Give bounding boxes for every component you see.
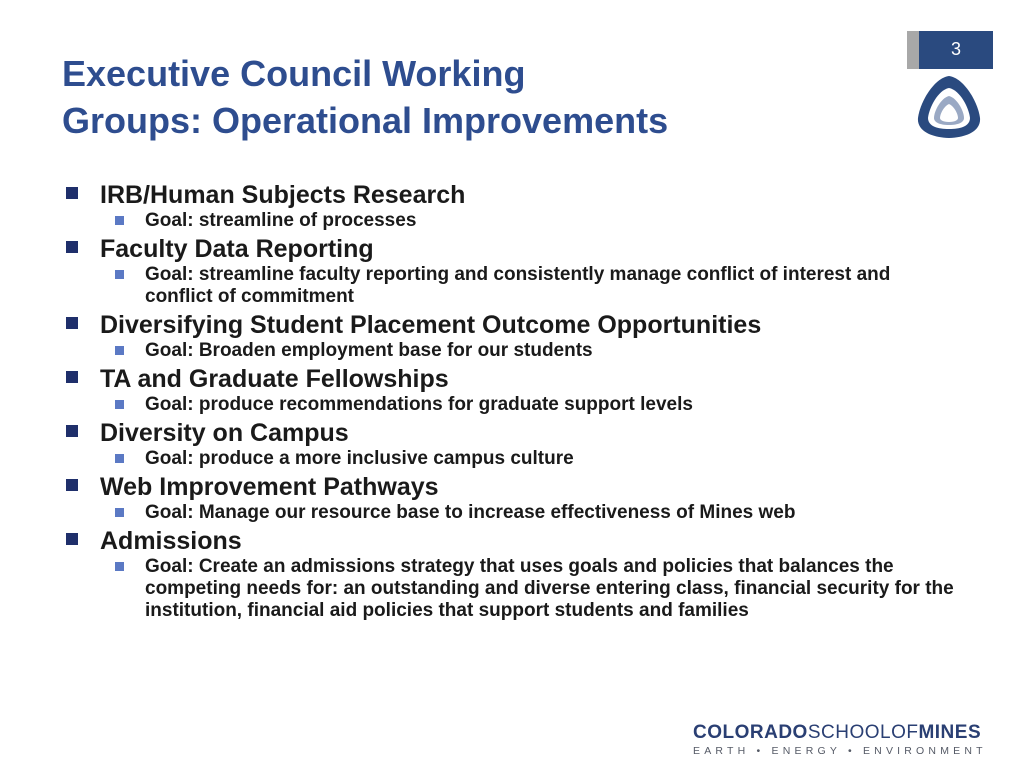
item-label: Faculty Data Reporting [100,235,374,263]
square-bullet-icon [115,562,124,571]
list-item [62,526,962,556]
school-wordmark [693,722,989,744]
page-number-badge [907,31,993,69]
sub-list-item [62,448,962,472]
sub-list-item [62,556,962,624]
square-bullet-icon [66,371,78,383]
item-label: Web Improvement Pathways [100,473,439,501]
wordmark-colorado: COLORADO [693,722,808,743]
title-line-1: Executive Council Working [62,53,526,94]
slide-title [62,50,882,144]
list-item [62,234,962,264]
square-bullet-icon [115,400,124,409]
sub-list-item [62,502,962,526]
mines-triangle-logo-icon [914,74,984,140]
item-label: IRB/Human Subjects Research [100,181,466,209]
sub-list-item [62,340,962,364]
school-tagline: EARTH • ENERGY • ENVIRONMENT [693,745,987,757]
item-label: Diversifying Student Placement Outcome Opportunities [100,311,762,339]
square-bullet-icon [66,425,78,437]
goal-text: Goal: streamline faculty reporting and consistently manage conflict of interest and conflict of commitment [145,264,891,307]
square-bullet-icon [66,317,78,329]
square-bullet-icon [66,479,78,491]
square-bullet-icon [115,216,124,225]
square-bullet-icon [66,187,78,199]
wordmark-schoolof: SCHOOLOF [807,722,919,743]
sub-list-item [62,264,962,310]
title-line-2: Groups: Operational Improvements [62,100,669,141]
list-item [62,418,962,448]
bullet-list [62,180,962,624]
list-item [62,310,962,340]
square-bullet-icon [66,241,78,253]
page-number: 3 [919,31,993,69]
item-label: Admissions [100,527,242,555]
goal-text: Goal: produce recommendations for graduate support levels [145,394,693,415]
square-bullet-icon [115,508,124,517]
wordmark-mines: MINES [918,722,982,743]
goal-text: Goal: streamline of processes [145,210,417,231]
sub-list-item [62,394,962,418]
item-label: Diversity on Campus [100,419,349,447]
square-bullet-icon [115,346,124,355]
square-bullet-icon [115,270,124,279]
list-item [62,472,962,502]
colorado-school-of-mines-logo [693,722,989,758]
list-item [62,364,962,394]
sub-list-item [62,210,962,234]
goal-text: Goal: produce a more inclusive campus culture [145,448,574,469]
square-bullet-icon [115,454,124,463]
goal-text: Goal: Create an admissions strategy that uses goals and policies that balances the competing needs for: an outstanding and diverse entering class, financial security for the institution, financial aid policies that support students and families [145,556,954,621]
item-label: TA and Graduate Fellowships [100,365,449,393]
square-bullet-icon [66,533,78,545]
page-badge-accent [907,31,919,69]
goal-text: Goal: Broaden employment base for our students [145,340,593,361]
goal-text: Goal: Manage our resource base to increase effectiveness of Mines web [145,502,796,523]
list-item [62,180,962,210]
